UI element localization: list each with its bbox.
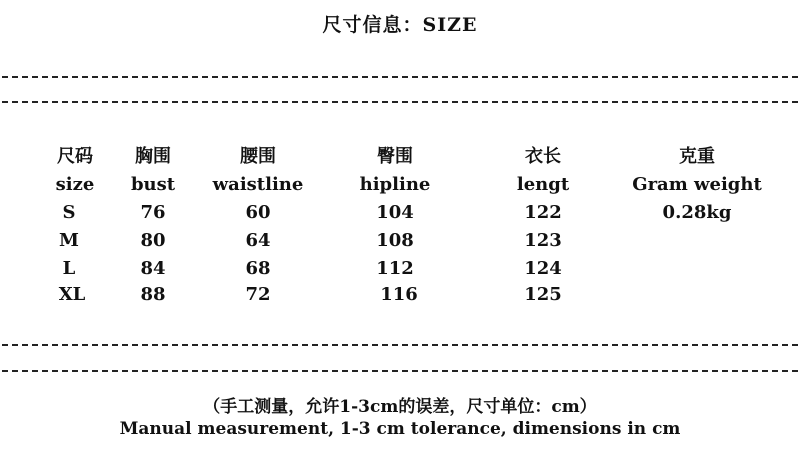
cell-size: L <box>62 258 76 279</box>
cell-length: 125 <box>524 284 562 305</box>
header-cn-length: 衣长 <box>525 146 561 167</box>
cell-length: 123 <box>524 230 562 251</box>
header-en-length: lengt <box>516 174 570 195</box>
header-en-hipline: hipline <box>359 174 431 195</box>
cell-hipline: 116 <box>380 284 418 305</box>
header-cn-hipline: 臀围 <box>377 146 413 167</box>
cell-bust: 80 <box>140 230 166 251</box>
cell-length: 122 <box>524 202 562 223</box>
cell-size: S <box>62 202 76 223</box>
divider-bottom-2 <box>2 370 798 372</box>
measurement-note-cn: （手工测量，允许1-3cm的误差，尺寸单位：cm） <box>203 397 597 417</box>
header-en-waistline: waistline <box>212 174 304 195</box>
divider-top-1 <box>2 76 798 78</box>
cell-size: M <box>59 230 79 251</box>
header-cn-waistline: 腰围 <box>240 146 276 167</box>
cell-bust: 84 <box>140 258 166 279</box>
cell-hipline: 108 <box>376 230 414 251</box>
cell-waistline: 64 <box>245 230 271 251</box>
cell-hipline: 104 <box>376 202 414 223</box>
measurement-note-en: Manual measurement, 1-3 cm tolerance, dimensions in cm <box>119 419 681 439</box>
page-title: 尺寸信息：SIZE <box>322 14 478 36</box>
header-en-gram-weight: Gram weight <box>632 174 762 195</box>
cell-waistline: 60 <box>245 202 271 223</box>
cell-hipline: 112 <box>376 258 414 279</box>
divider-bottom-1 <box>2 344 798 346</box>
cell-waistline: 68 <box>245 258 271 279</box>
cell-bust: 76 <box>140 202 166 223</box>
cell-waistline: 72 <box>245 284 271 305</box>
header-cn-gram-weight: 克重 <box>679 146 715 167</box>
cell-length: 124 <box>524 258 562 279</box>
header-cn-size: 尺码 <box>57 146 93 167</box>
header-en-bust: bust <box>130 174 176 195</box>
cell-size: XL <box>58 284 86 305</box>
header-en-size: size <box>55 174 95 195</box>
divider-top-2 <box>2 101 798 103</box>
header-cn-bust: 胸围 <box>135 146 171 167</box>
cell-gram-weight: 0.28kg <box>662 202 732 223</box>
cell-bust: 88 <box>140 284 166 305</box>
